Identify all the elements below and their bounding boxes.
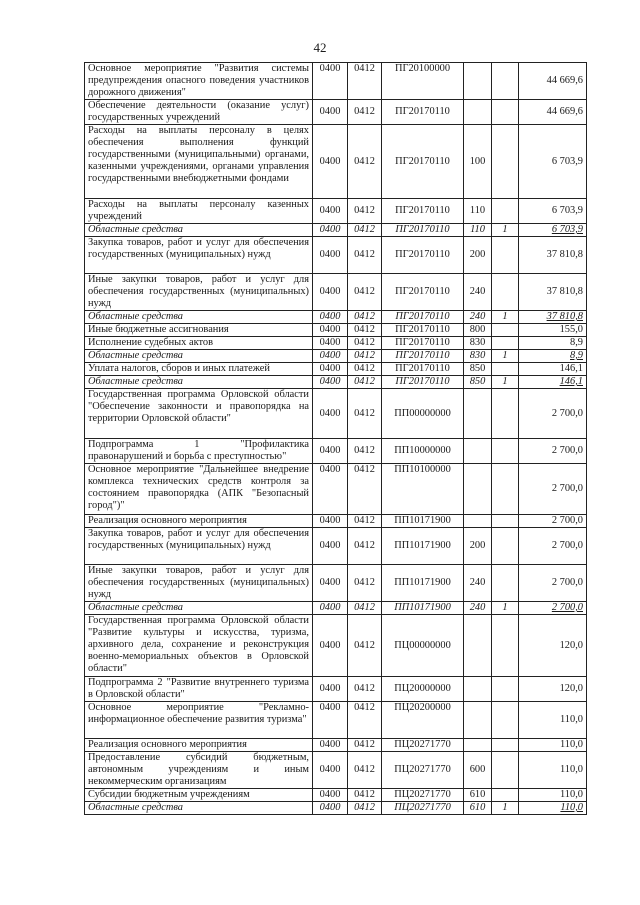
subsection-code-cell: 0412	[348, 464, 382, 515]
amount-cell: 44 669,6	[519, 100, 587, 125]
amount-cell: 110,0	[519, 752, 587, 789]
funding-source-cell	[492, 199, 519, 224]
funding-source-cell	[492, 752, 519, 789]
expense-type-cell: 240	[464, 565, 492, 602]
subsection-code-cell: 0412	[348, 376, 382, 389]
funding-source-cell	[492, 565, 519, 602]
expense-type-cell	[464, 464, 492, 515]
subsection-code-cell: 0412	[348, 702, 382, 739]
subsection-code-cell: 0412	[348, 125, 382, 199]
subsection-code-cell: 0412	[348, 528, 382, 565]
target-article-cell: ПГ20170110	[382, 224, 464, 237]
target-article-cell: ПГ20170110	[382, 376, 464, 389]
amount-cell: 2 700,0	[519, 565, 587, 602]
row-name-cell: Основное мероприятие "Развития системы предупреждения опасного поведения участников дорожного движения"	[85, 63, 313, 100]
section-code-cell: 0400	[313, 324, 348, 337]
row-name-cell: Государственная программа Орловской области "Развитие культуры и искусства, туризма, архивного дела, сохранение и реконструкция военно-мемориальных объектов в Орловской области"	[85, 615, 313, 677]
amount-cell: 110,0	[519, 739, 587, 752]
table-row	[85, 389, 587, 439]
expense-type-cell: 200	[464, 237, 492, 274]
funding-source-cell: 1	[492, 224, 519, 237]
subsection-code-cell: 0412	[348, 752, 382, 789]
section-code-cell: 0400	[313, 789, 348, 802]
target-article-cell: ПГ20170110	[382, 237, 464, 274]
row-name-cell: Государственная программа Орловской области "Обеспечение законности и правопорядка на территории Орловской области"	[85, 389, 313, 439]
row-name-cell: Иные бюджетные ассигнования	[85, 324, 313, 337]
subsection-code-cell: 0412	[348, 389, 382, 439]
table-row	[85, 789, 587, 802]
row-name-cell: Областные средства	[85, 802, 313, 815]
expense-type-cell: 610	[464, 802, 492, 815]
subsection-code-cell: 0412	[348, 615, 382, 677]
row-name-cell: Основное мероприятие "Рекламно-информационное обеспечение развития туризма"	[85, 702, 313, 739]
table-row	[85, 752, 587, 789]
funding-source-cell	[492, 528, 519, 565]
table-row	[85, 199, 587, 224]
section-code-cell: 0400	[313, 63, 348, 100]
target-article-cell: ПГ20170110	[382, 100, 464, 125]
section-code-cell: 0400	[313, 274, 348, 311]
section-code-cell: 0400	[313, 389, 348, 439]
subsection-code-cell: 0412	[348, 274, 382, 311]
target-article-cell: ПЦ00000000	[382, 615, 464, 677]
subsection-code-cell: 0412	[348, 63, 382, 100]
expense-type-cell: 240	[464, 311, 492, 324]
subsection-code-cell: 0412	[348, 739, 382, 752]
funding-source-cell	[492, 274, 519, 311]
target-article-cell: ПГ20170110	[382, 199, 464, 224]
section-code-cell: 0400	[313, 439, 348, 464]
section-code-cell: 0400	[313, 224, 348, 237]
funding-source-cell	[492, 389, 519, 439]
target-article-cell: ПГ20170110	[382, 125, 464, 199]
section-code-cell: 0400	[313, 363, 348, 376]
subsection-code-cell: 0412	[348, 602, 382, 615]
row-name-cell: Предоставление субсидий бюджетным, автономным учреждениям и иным некоммерческим организациям	[85, 752, 313, 789]
row-name-cell: Подпрограмма 2 "Развитие внутреннего туризма в Орловской области"	[85, 677, 313, 702]
subsection-code-cell: 0412	[348, 515, 382, 528]
amount-cell: 2 700,0	[519, 439, 587, 464]
subsection-code-cell: 0412	[348, 100, 382, 125]
row-name-cell: Расходы на выплаты персоналу казенных учреждений	[85, 199, 313, 224]
section-code-cell: 0400	[313, 125, 348, 199]
section-code-cell: 0400	[313, 565, 348, 602]
section-code-cell: 0400	[313, 311, 348, 324]
target-article-cell: ПГ20170110	[382, 274, 464, 311]
amount-cell: 6 703,9	[519, 199, 587, 224]
table-row	[85, 237, 587, 274]
table-row	[85, 311, 587, 324]
expense-type-cell	[464, 702, 492, 739]
subsection-code-cell: 0412	[348, 237, 382, 274]
expense-type-cell	[464, 100, 492, 125]
row-name-cell: Областные средства	[85, 376, 313, 389]
expense-type-cell	[464, 439, 492, 464]
section-code-cell: 0400	[313, 752, 348, 789]
section-code-cell: 0400	[313, 515, 348, 528]
funding-source-cell	[492, 739, 519, 752]
amount-cell: 146,1	[519, 363, 587, 376]
amount-cell: 120,0	[519, 677, 587, 702]
row-name-cell: Реализация основного мероприятия	[85, 739, 313, 752]
row-name-cell: Областные средства	[85, 602, 313, 615]
funding-source-cell: 1	[492, 311, 519, 324]
amount-cell: 8,9	[519, 337, 587, 350]
expense-type-cell	[464, 677, 492, 702]
amount-cell: 37 810,8	[519, 274, 587, 311]
table-row	[85, 125, 587, 199]
target-article-cell: ПП10171900	[382, 515, 464, 528]
amount-cell: 8,9	[519, 350, 587, 363]
row-name-cell: Основное мероприятие "Дальнейшее внедрение комплекса технических средств контроля за состоянием правопорядка (АПК "Безопасный город")"	[85, 464, 313, 515]
table-row	[85, 615, 587, 677]
section-code-cell: 0400	[313, 237, 348, 274]
target-article-cell: ПЦ20271770	[382, 789, 464, 802]
expense-type-cell	[464, 389, 492, 439]
funding-source-cell	[492, 515, 519, 528]
section-code-cell: 0400	[313, 602, 348, 615]
section-code-cell: 0400	[313, 100, 348, 125]
funding-source-cell	[492, 100, 519, 125]
table-row	[85, 739, 587, 752]
amount-cell: 37 810,8	[519, 311, 587, 324]
table-row	[85, 376, 587, 389]
table-row	[85, 63, 587, 100]
target-article-cell: ПП00000000	[382, 389, 464, 439]
target-article-cell: ПЦ20200000	[382, 702, 464, 739]
amount-cell: 155,0	[519, 324, 587, 337]
table-row	[85, 363, 587, 376]
funding-source-cell: 1	[492, 350, 519, 363]
target-article-cell: ПП10000000	[382, 439, 464, 464]
amount-cell: 110,0	[519, 702, 587, 739]
funding-source-cell	[492, 337, 519, 350]
funding-source-cell	[492, 439, 519, 464]
amount-cell: 120,0	[519, 615, 587, 677]
subsection-code-cell: 0412	[348, 439, 382, 464]
amount-cell: 2 700,0	[519, 528, 587, 565]
expense-type-cell	[464, 615, 492, 677]
funding-source-cell	[492, 789, 519, 802]
funding-source-cell: 1	[492, 602, 519, 615]
expense-type-cell: 600	[464, 752, 492, 789]
funding-source-cell: 1	[492, 802, 519, 815]
amount-cell: 2 700,0	[519, 515, 587, 528]
table-row	[85, 802, 587, 815]
target-article-cell: ПГ20170110	[382, 337, 464, 350]
expense-type-cell	[464, 63, 492, 100]
expense-type-cell: 240	[464, 274, 492, 311]
row-name-cell: Уплата налогов, сборов и иных платежей	[85, 363, 313, 376]
expense-type-cell	[464, 515, 492, 528]
section-code-cell: 0400	[313, 677, 348, 702]
expense-type-cell: 800	[464, 324, 492, 337]
target-article-cell: ПП10171900	[382, 528, 464, 565]
table-row	[85, 677, 587, 702]
target-article-cell: ПГ20170110	[382, 350, 464, 363]
section-code-cell: 0400	[313, 739, 348, 752]
amount-cell: 146,1	[519, 376, 587, 389]
table-row	[85, 702, 587, 739]
table-body	[85, 63, 587, 815]
amount-cell: 44 669,6	[519, 63, 587, 100]
expense-type-cell: 200	[464, 528, 492, 565]
amount-cell: 37 810,8	[519, 237, 587, 274]
funding-source-cell	[492, 324, 519, 337]
funding-source-cell: 1	[492, 376, 519, 389]
table-row	[85, 602, 587, 615]
table-row	[85, 464, 587, 515]
table-row	[85, 439, 587, 464]
subsection-code-cell: 0412	[348, 677, 382, 702]
subsection-code-cell: 0412	[348, 199, 382, 224]
table-row	[85, 274, 587, 311]
row-name-cell: Областные средства	[85, 311, 313, 324]
funding-source-cell	[492, 615, 519, 677]
section-code-cell: 0400	[313, 337, 348, 350]
target-article-cell: ПЦ20000000	[382, 677, 464, 702]
target-article-cell: ПГ20100000	[382, 63, 464, 100]
subsection-code-cell: 0412	[348, 363, 382, 376]
subsection-code-cell: 0412	[348, 789, 382, 802]
row-name-cell: Расходы на выплаты персоналу в целях обеспечения выполнения функций государственными (муниципальными) органами, казенными учреждениями, органами управления государственными внебюджетными фондами	[85, 125, 313, 199]
target-article-cell: ПЦ20271770	[382, 752, 464, 789]
expense-type-cell: 850	[464, 376, 492, 389]
target-article-cell: ПП10100000	[382, 464, 464, 515]
table-row	[85, 224, 587, 237]
amount-cell: 2 700,0	[519, 464, 587, 515]
table-row	[85, 565, 587, 602]
funding-source-cell	[492, 702, 519, 739]
row-name-cell: Областные средства	[85, 224, 313, 237]
target-article-cell: ПП10171900	[382, 565, 464, 602]
row-name-cell: Подпрограмма 1 "Профилактика правонарушений и борьба с преступностью"	[85, 439, 313, 464]
funding-source-cell	[492, 63, 519, 100]
target-article-cell: ПГ20170110	[382, 363, 464, 376]
amount-cell: 110,0	[519, 802, 587, 815]
section-code-cell: 0400	[313, 199, 348, 224]
target-article-cell: ПП10171900	[382, 602, 464, 615]
section-code-cell: 0400	[313, 376, 348, 389]
target-article-cell: ПЦ20271770	[382, 739, 464, 752]
section-code-cell: 0400	[313, 702, 348, 739]
funding-source-cell	[492, 237, 519, 274]
row-name-cell: Областные средства	[85, 350, 313, 363]
funding-source-cell	[492, 125, 519, 199]
amount-cell: 2 700,0	[519, 389, 587, 439]
section-code-cell: 0400	[313, 615, 348, 677]
amount-cell: 2 700,0	[519, 602, 587, 615]
target-article-cell: ПГ20170110	[382, 311, 464, 324]
subsection-code-cell: 0412	[348, 311, 382, 324]
expense-type-cell: 240	[464, 602, 492, 615]
expense-type-cell: 110	[464, 224, 492, 237]
expense-type-cell: 830	[464, 337, 492, 350]
expense-type-cell	[464, 739, 492, 752]
row-name-cell: Иные закупки товаров, работ и услуг для обеспечения государственных (муниципальных) нужд	[85, 565, 313, 602]
expense-type-cell: 110	[464, 199, 492, 224]
expense-type-cell: 850	[464, 363, 492, 376]
funding-source-cell	[492, 464, 519, 515]
expense-type-cell: 100	[464, 125, 492, 199]
row-name-cell: Иные закупки товаров, работ и услуг для обеспечения государственных (муниципальных) нужд	[85, 274, 313, 311]
funding-source-cell	[492, 677, 519, 702]
row-name-cell: Закупка товаров, работ и услуг для обеспечения государственных (муниципальных) нужд	[85, 237, 313, 274]
amount-cell: 6 703,9	[519, 224, 587, 237]
expense-type-cell: 610	[464, 789, 492, 802]
table-row	[85, 350, 587, 363]
page-number: 42	[313, 40, 327, 55]
row-name-cell: Обеспечение деятельности (оказание услуг) государственных учреждений	[85, 100, 313, 125]
amount-cell: 110,0	[519, 789, 587, 802]
table-row	[85, 515, 587, 528]
subsection-code-cell: 0412	[348, 224, 382, 237]
row-name-cell: Субсидии бюджетным учреждениям	[85, 789, 313, 802]
table-row	[85, 528, 587, 565]
subsection-code-cell: 0412	[348, 337, 382, 350]
budget-table	[84, 62, 587, 815]
amount-cell: 6 703,9	[519, 125, 587, 199]
subsection-code-cell: 0412	[348, 324, 382, 337]
subsection-code-cell: 0412	[348, 565, 382, 602]
table-row	[85, 324, 587, 337]
section-code-cell: 0400	[313, 464, 348, 515]
section-code-cell: 0400	[313, 528, 348, 565]
funding-source-cell	[492, 363, 519, 376]
section-code-cell: 0400	[313, 802, 348, 815]
expense-type-cell: 830	[464, 350, 492, 363]
subsection-code-cell: 0412	[348, 802, 382, 815]
table-row	[85, 337, 587, 350]
row-name-cell: Реализация основного мероприятия	[85, 515, 313, 528]
table-row	[85, 100, 587, 125]
subsection-code-cell: 0412	[348, 350, 382, 363]
target-article-cell: ПГ20170110	[382, 324, 464, 337]
section-code-cell: 0400	[313, 350, 348, 363]
row-name-cell: Закупка товаров, работ и услуг для обеспечения государственных (муниципальных) нужд	[85, 528, 313, 565]
target-article-cell: ПЦ20271770	[382, 802, 464, 815]
row-name-cell: Исполнение судебных актов	[85, 337, 313, 350]
